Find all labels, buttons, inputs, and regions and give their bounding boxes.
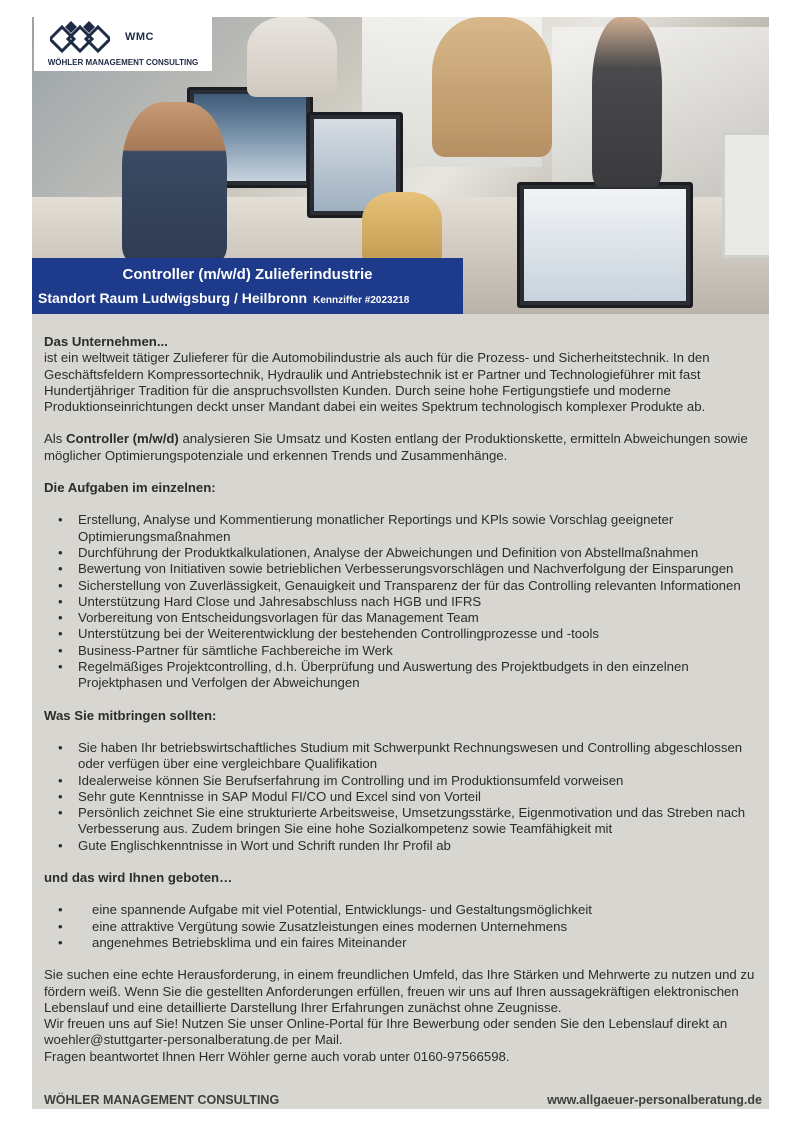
list-item: • angenehmes Betriebsklima und ein faires Miteinander [44, 935, 764, 951]
footer-website-link[interactable]: www.allgaeuer-personalberatung.de [547, 1093, 762, 1107]
list-item: • Idealerweise können Sie Berufserfahrung im Controlling und im Produktionsumfeld vorweisen [44, 773, 764, 789]
company-logo [34, 17, 212, 71]
list-item: • Business-Partner für sämtliche Fachbereiche im Werk [44, 643, 764, 659]
list-item: • Erstellung, Analyse und Kommentierung monatlicher Reportings und KPls sowie Vorschlag geeigneter Optimierungsmaßnahmen [44, 512, 764, 545]
offer-list [44, 902, 764, 951]
closing-section [44, 967, 764, 1065]
company-section [44, 334, 764, 415]
list-item: • Durchführung der Produktkalkulationen, Analyse der Abweichungen und Definition von Abstellmaßnahmen [44, 545, 764, 561]
requirements-heading: Was Sie mitbringen sollten: [44, 707, 217, 723]
tasks-heading: Die Aufgaben im einzelnen: [44, 480, 216, 496]
diamond-logo-icon [50, 21, 110, 57]
job-location [38, 290, 409, 306]
contact-info: Fragen beantwortet Ihnen Herr Wöhler gerne auch vorab unter 0160-97566598. [44, 1048, 510, 1064]
intro-prefix: Als [44, 431, 66, 447]
list-item: • eine spannende Aufgabe mit viel Potential, Entwicklungs- und Gestaltungsmöglichkeit [44, 902, 764, 918]
logo-mark: WMC [125, 31, 154, 43]
list-item: • eine attraktive Vergütung sowie Zusatzleistungen eines modernen Unternehmens [44, 919, 764, 935]
list-item: • Sicherstellung von Zuverlässigkeit, Genauigkeit und Transparenz der für das Controlling relevanten Informationen [44, 578, 764, 594]
intro-role: Controller (m/w/d) [65, 431, 179, 447]
job-title-band [32, 258, 463, 314]
intro-paragraph [44, 431, 764, 464]
company-heading: Das Unternehmen... [44, 334, 168, 349]
job-ad-sheet [32, 17, 769, 1109]
list-item: • Unterstützung Hard Close und Jahresabschluss nach HGB und IFRS [44, 594, 764, 610]
company-text: ist ein weltweit tätiger Zulieferer für die Automobilindustrie als auch für die Prozess- und Sicherheitstechnik. In den Geschäftsfeldern Kompressortechnik, Hydraulik und Antriebstechnik ist er Partner und Technologieführer mit fast Hundertjähriger Tradition für die anspruchsvollsten Kunden. Durch seine hohe Fertigungstiefe und moderne Produktionseinrichtungen deckt unser Mandant dabei ein weites Spektrum technologisch komplexer Produkte ab. [44, 350, 710, 415]
list-item: • Sie haben Ihr betriebswirtschaftliches Studium mit Schwerpunkt Rechnungswesen und Controlling abgeschlossen oder verfügen über eine vergleichbare Qualifikation [44, 740, 764, 773]
list-item: • Unterstützung bei der Weiterentwicklung der bestehenden Controllingprozesse und -tools [44, 626, 764, 642]
closing-paragraph: Sie suchen eine echte Herausforderung, in einem freundlichen Umfeld, das Ihre Stärken und Mehrwerte zu nutzen und zu fördern weiß. Wenn Sie die gestellten Anforderungen erfüllen, freuen wir uns auf Ihren aussagekräftigen elektronischen Lebenslauf und eine detaillierte Darstellung Ihrer Erfahrungen zunächst ohne Zeugnisse. [44, 967, 755, 1015]
offer-heading: und das wird Ihnen geboten… [44, 870, 233, 886]
job-title: Controller (m/w/d) Zulieferindustrie [122, 266, 373, 283]
requirements-list [44, 740, 764, 854]
list-item: • Sehr gute Kenntnisse in SAP Modul FI/CO und Excel sind von Vorteil [44, 789, 764, 805]
footer-company: WÖHLER MANAGEMENT CONSULTING [44, 1093, 280, 1107]
job-description [44, 334, 764, 1081]
list-item: • Gute Englischkenntnisse in Wort und Schrift runden Ihr Profil ab [44, 838, 764, 854]
logo-company-name: WÖHLER MANAGEMENT CONSULTING [47, 58, 199, 67]
list-item: • Bewertung von Initiativen sowie betrieblichen Verbesserungsvorschlägen und Nachverfolgung der Einsparungen [44, 561, 764, 577]
apply-instructions: Wir freuen uns auf Sie! Nutzen Sie unser Online-Portal für Ihre Bewerbung oder senden Sie den Lebenslauf direkt an woehler@stuttgarter-personalberatung.de per Mail. [44, 1016, 728, 1048]
list-item: • Persönlich zeichnet Sie eine strukturierte Arbeitsweise, Umsetzungsstärke, Eigenmotivation und das Streben nach Verbesserung aus. Zudem bringen Sie eine hohe Sozialkompetenz sowie Teamfähigkeit mit [44, 805, 764, 838]
reference-number: Kennziffer #2023218 [313, 295, 410, 306]
list-item: • Regelmäßiges Projektcontrolling, d.h. Überprüfung und Auswertung des Projektbudgets in den einzelnen Projektphasen und Verfolgen der Abweichungen [44, 659, 764, 692]
tasks-list [44, 512, 764, 691]
intro-rest: analysieren Sie Umsatz und Kosten entlang der Produktionskette, ermitteln Abweichungen sowie möglicher Optimierungspotenziale und erkennen Trends und Zusammenhänge. [44, 431, 748, 463]
list-item: • Vorbereitung von Entscheidungsvorlagen für das Management Team [44, 610, 764, 626]
location-text: Standort Raum Ludwigsburg / Heilbronn [38, 290, 308, 306]
